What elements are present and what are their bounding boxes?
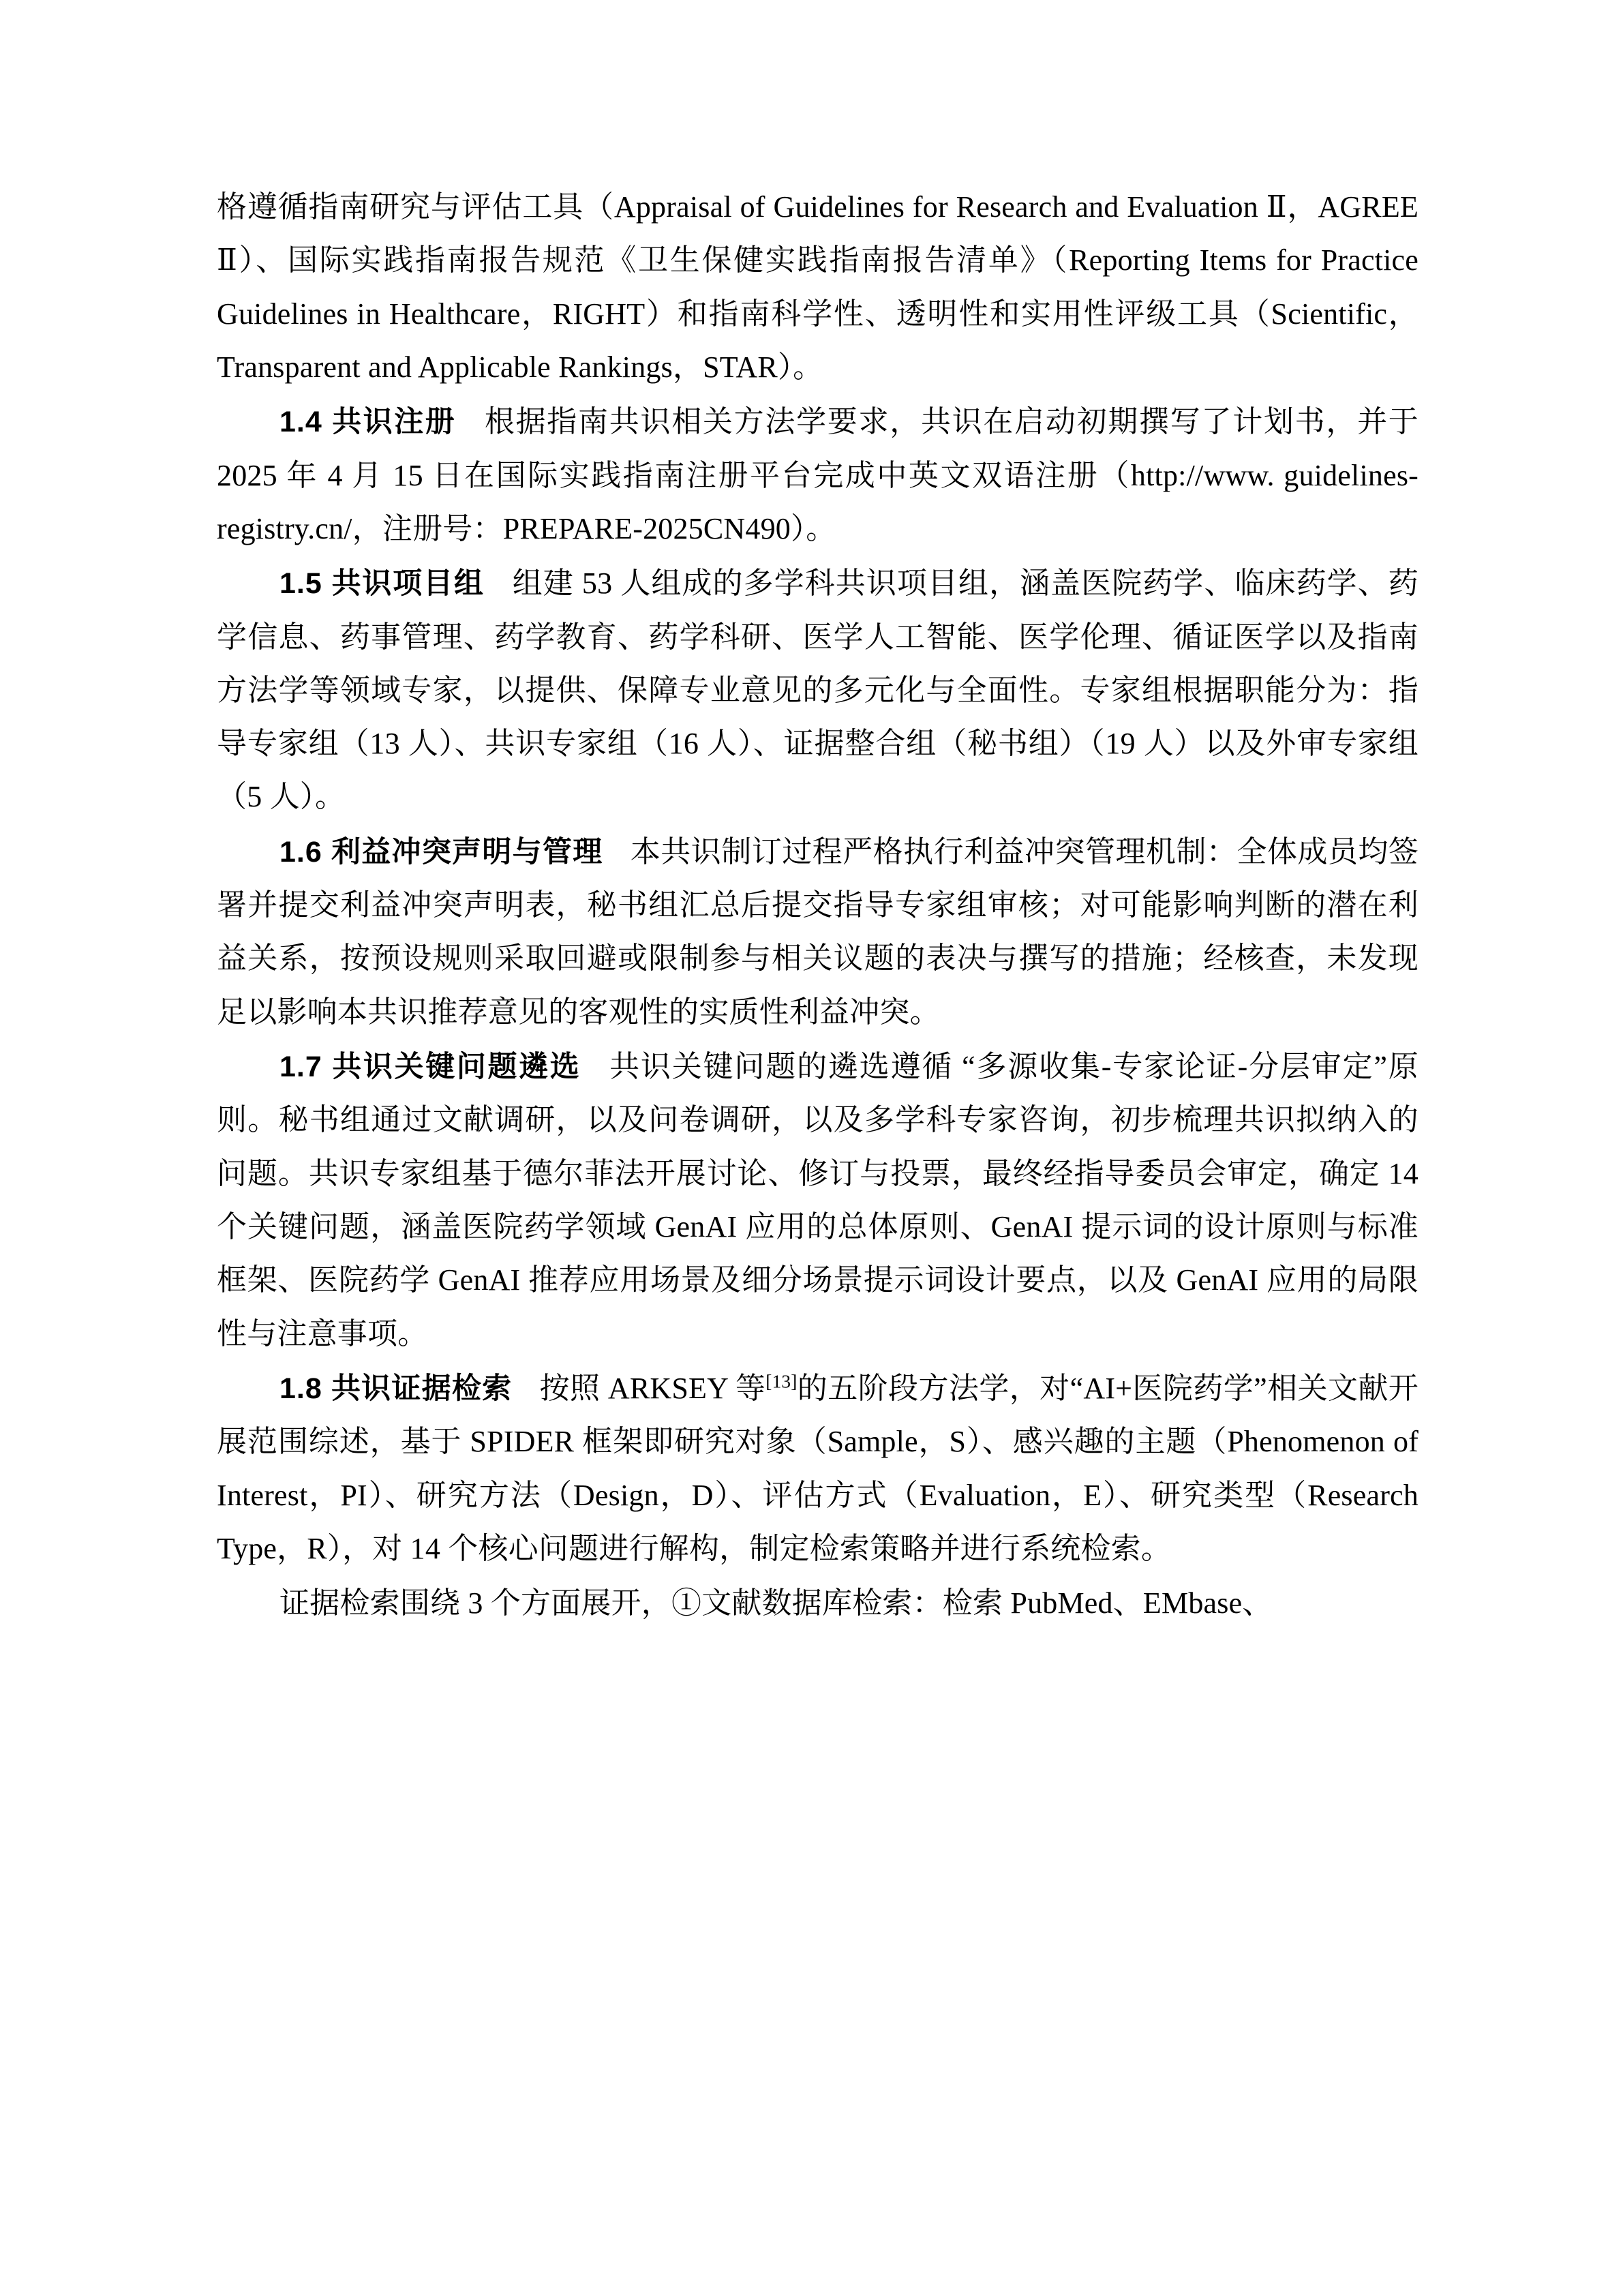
- section-text-1-6: 本共识制订过程严格执行利益冲突管理机制：全体成员均签署并提交利益冲突声明表，秘书组汇总后提交指导专家组审核；对可能影响判断的潜在利益关系，按预设规则采取回避或限制参与相关议题的表决与撰写的措施；经核查，未发现足以影响本共识推荐意见的客观性的实质性利益冲突。: [217, 834, 1419, 1029]
- section-text-1-8-before-ref: 按照 ARKSEY 等: [539, 1371, 766, 1405]
- document-body: [217, 181, 1419, 1630]
- section-text-1-8-after-ref: 的五阶段方法学，对“AI+医院药学”相关文献开展范围综述，基于 SPIDER 框架即研究对象（Sample，S）、感兴趣的主题（Phenomenon of Interest，PI）、研究方法（Design，D）、评估方式（Evaluation，E）、研究类型（Research Type，R），对 14 个核心问题进行解构，制定检索策略并进行系统检索。: [217, 1371, 1419, 1565]
- section-heading-1-6: 1.6 利益冲突声明与管理: [279, 835, 603, 868]
- paragraph-section-1-5: [217, 557, 1419, 824]
- paragraph-evidence-search: 证据检索围绕 3 个方面展开，①文献数据库检索：检索 PubMed、EMbase、: [279, 1586, 1273, 1620]
- section-text-1-5: 组建 53 人组成的多学科共识项目组，涵盖医院药学、临床药学、药学信息、药事管理、药学教育、药学科研、医学人工智能、医学伦理、循证医学以及指南方法学等领域专家，以提供、保障专业意见的多元化与全面性。专家组根据职能分为：指导专家组（13 人）、共识专家组（16 人）、证据整合组（秘书组）（19 人）以及外审专家组（5 人）。: [217, 567, 1419, 814]
- section-text-1-4: 根据指南共识相关方法学要求，共识在启动初期撰写了计划书，并于 2025 年 4 月 15 日在国际实践指南注册平台完成中英文双语注册（http://www. guidelines-registry.cn/，注册号：PREPARE-2025CN490）。: [217, 405, 1419, 545]
- reference-marker[interactable]: [13]: [765, 1371, 798, 1392]
- paragraph-section-1-4: [217, 395, 1419, 556]
- section-text-1-7: 共识关键问题的遴选遵循 “多源收集-专家论证-分层审定”原则。秘书组通过文献调研，以及问卷调研，以及多学科专家咨询，初步梳理共识拟纳入的问题。共识专家组基于德尔菲法开展讨论、修订与投票，最终经指导委员会审定，确定 14 个关键问题，涵盖医院药学领域 GenAI 应用的总体原则、GenAI 提示词的设计原则与标准框架、医院药学 GenAI 推荐应用场景及细分场景提示词设计要点，以及 GenAI 应用的局限性与注意事项。: [217, 1050, 1419, 1350]
- section-heading-1-7: 1.7 共识关键问题遴选: [279, 1051, 581, 1083]
- paragraph-section-1-6: [217, 826, 1419, 1039]
- section-heading-1-8: 1.8 共识证据检索: [279, 1372, 513, 1405]
- paragraph-section-1-7: [217, 1040, 1419, 1361]
- paragraph-section-1-8: [217, 1362, 1419, 1575]
- section-heading-1-4: 1.4 共识注册: [279, 406, 457, 439]
- section-heading-1-5: 1.5 共识项目组: [279, 567, 485, 601]
- paragraph-continued-top: 格遵循指南研究与评估工具（Appraisal of Guidelines for Research and Evaluation Ⅱ，AGREE Ⅱ）、国际实践指南报告规范《卫生保健实践指南报告清单》（Reporting Items for Practice Guidelines in Healthcare，RIGHT）和指南科学性、透明性和实用性评级工具（Scientific，Transparent and Applicable Rankings，STAR）。: [217, 190, 1419, 384]
